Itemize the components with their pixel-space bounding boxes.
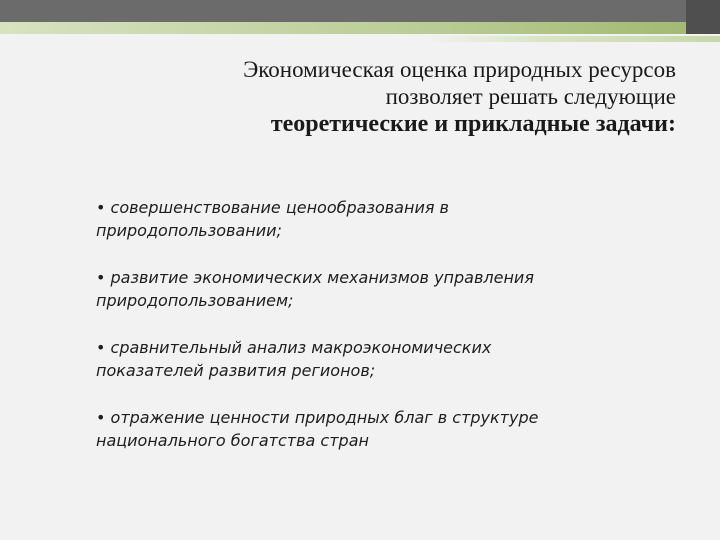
list-item-line: природопользованием; xyxy=(96,291,294,310)
top-bar xyxy=(0,0,720,22)
list-item xyxy=(96,196,656,242)
list-item-line: • сравнительный анализ макроэкономических xyxy=(96,338,492,357)
title-line-1: Экономическая оценка природных ресурсов xyxy=(243,57,676,82)
title-line-3: теоретические и прикладные задачи: xyxy=(270,111,676,137)
list-item xyxy=(96,336,656,382)
list-item-line: национального богатства стран xyxy=(96,431,369,450)
title-line-2: позволяет решать следующие xyxy=(385,84,676,109)
list-item-line: природопользовании; xyxy=(96,221,282,240)
list-item-line: показателей развития регионов; xyxy=(96,361,376,380)
list-item xyxy=(96,266,656,312)
bullet-list xyxy=(96,196,656,476)
accent-line xyxy=(425,36,720,42)
top-accent-stripe xyxy=(0,22,720,34)
corner-block xyxy=(686,0,720,34)
list-item-line: • развитие экономических механизмов управления xyxy=(96,268,534,287)
slide-title xyxy=(100,56,676,139)
list-item-line: • совершенствование ценообразования в xyxy=(96,198,449,217)
list-item xyxy=(96,406,656,452)
list-item-line: • отражение ценности природных благ в структуре xyxy=(96,408,539,427)
